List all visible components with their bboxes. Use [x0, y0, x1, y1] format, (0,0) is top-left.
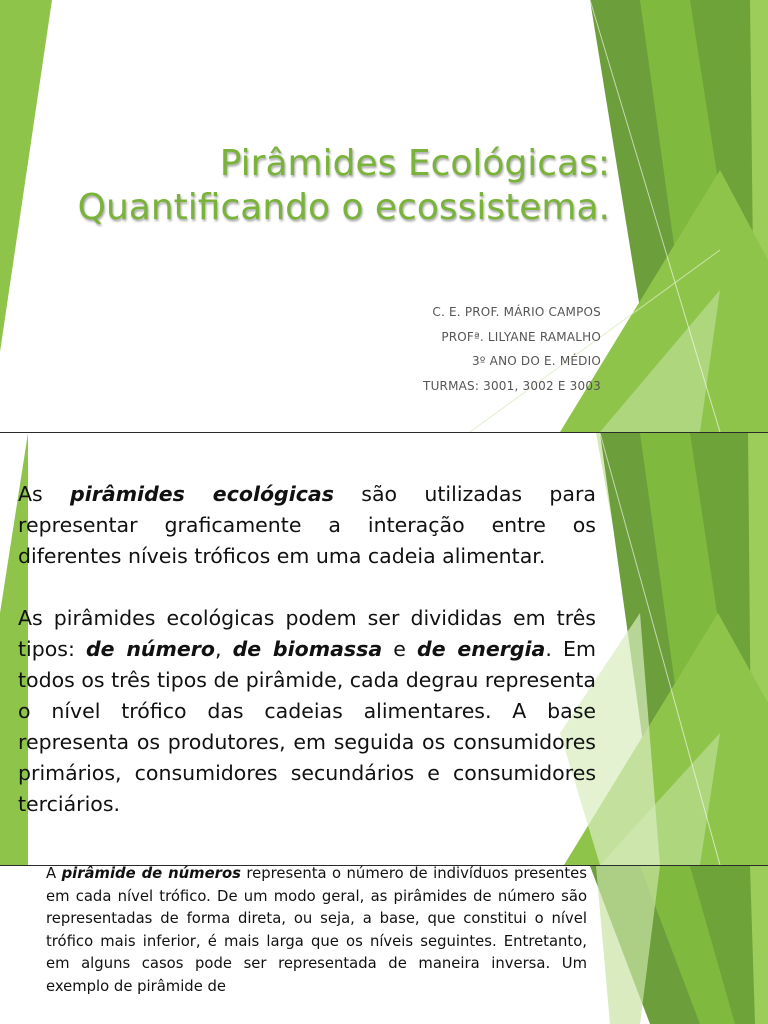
- slide-text: [46, 866, 587, 999]
- slide-title: [50, 142, 610, 230]
- text-run: As: [18, 482, 71, 506]
- content-slide-numbers: [0, 866, 768, 1024]
- term-de-energia: de energia: [417, 637, 546, 661]
- text-run: e: [382, 637, 418, 661]
- text-run: A: [46, 866, 62, 882]
- subtitle-school: C. E. PROF. MÁRIO CAMPOS: [432, 305, 601, 319]
- term-piramides-ecologicas: pirâmides ecológicas: [70, 482, 334, 506]
- term-piramide-de-numeros: pirâmide de números: [61, 866, 241, 882]
- text-run: As pirâmides ecológicas podem ser divididas em três tipos:: [18, 606, 596, 661]
- text-run: são utilizadas para representar graficamente a interação entre os diferentes níveis tróficos em uma cadeia alimentar.: [18, 482, 596, 568]
- slide-text: [18, 479, 596, 851]
- subtitle-grade: 3º ANO DO E. MÉDIO: [471, 354, 601, 368]
- subtitle-block: [261, 300, 601, 398]
- content-slide-types: [0, 433, 768, 865]
- text-run: . Em todos os três tipos de pirâmide, cada degrau representa o nível trófico das cadeias alimentares. A base representa os produtores, em seguida os consumidores primários, consumidores secundários e consumidores terciários.: [18, 637, 596, 816]
- title-slide: [0, 0, 768, 432]
- title-line-2: Quantificando o ecossistema.: [77, 187, 610, 228]
- paragraph-types: [18, 603, 596, 820]
- text-run: ,: [214, 637, 233, 661]
- subtitle-teacher: PROFª. LILYANE RAMALHO: [441, 329, 601, 344]
- text-run: representa o número de indivíduos presentes em cada nível trófico. De um modo geral, as pirâmides de número são representadas de forma direta, ou seja, a base, que constitui o nível trófico mais inferior, é mais larga que os níveis seguintes. Entretanto, em alguns casos pode ser representada de maneira inversa. Um exemplo de pirâmide de: [46, 866, 587, 995]
- paragraph-intro: [18, 479, 596, 572]
- paragraph-piramide-numeros: [46, 866, 587, 999]
- subtitle-classes: TURMAS: 3001, 3002 E 3003: [423, 378, 601, 393]
- term-de-numero: de número: [86, 637, 215, 661]
- title-line-1: Pirâmides Ecológicas:: [219, 143, 610, 184]
- term-de-biomassa: de biomassa: [232, 637, 383, 661]
